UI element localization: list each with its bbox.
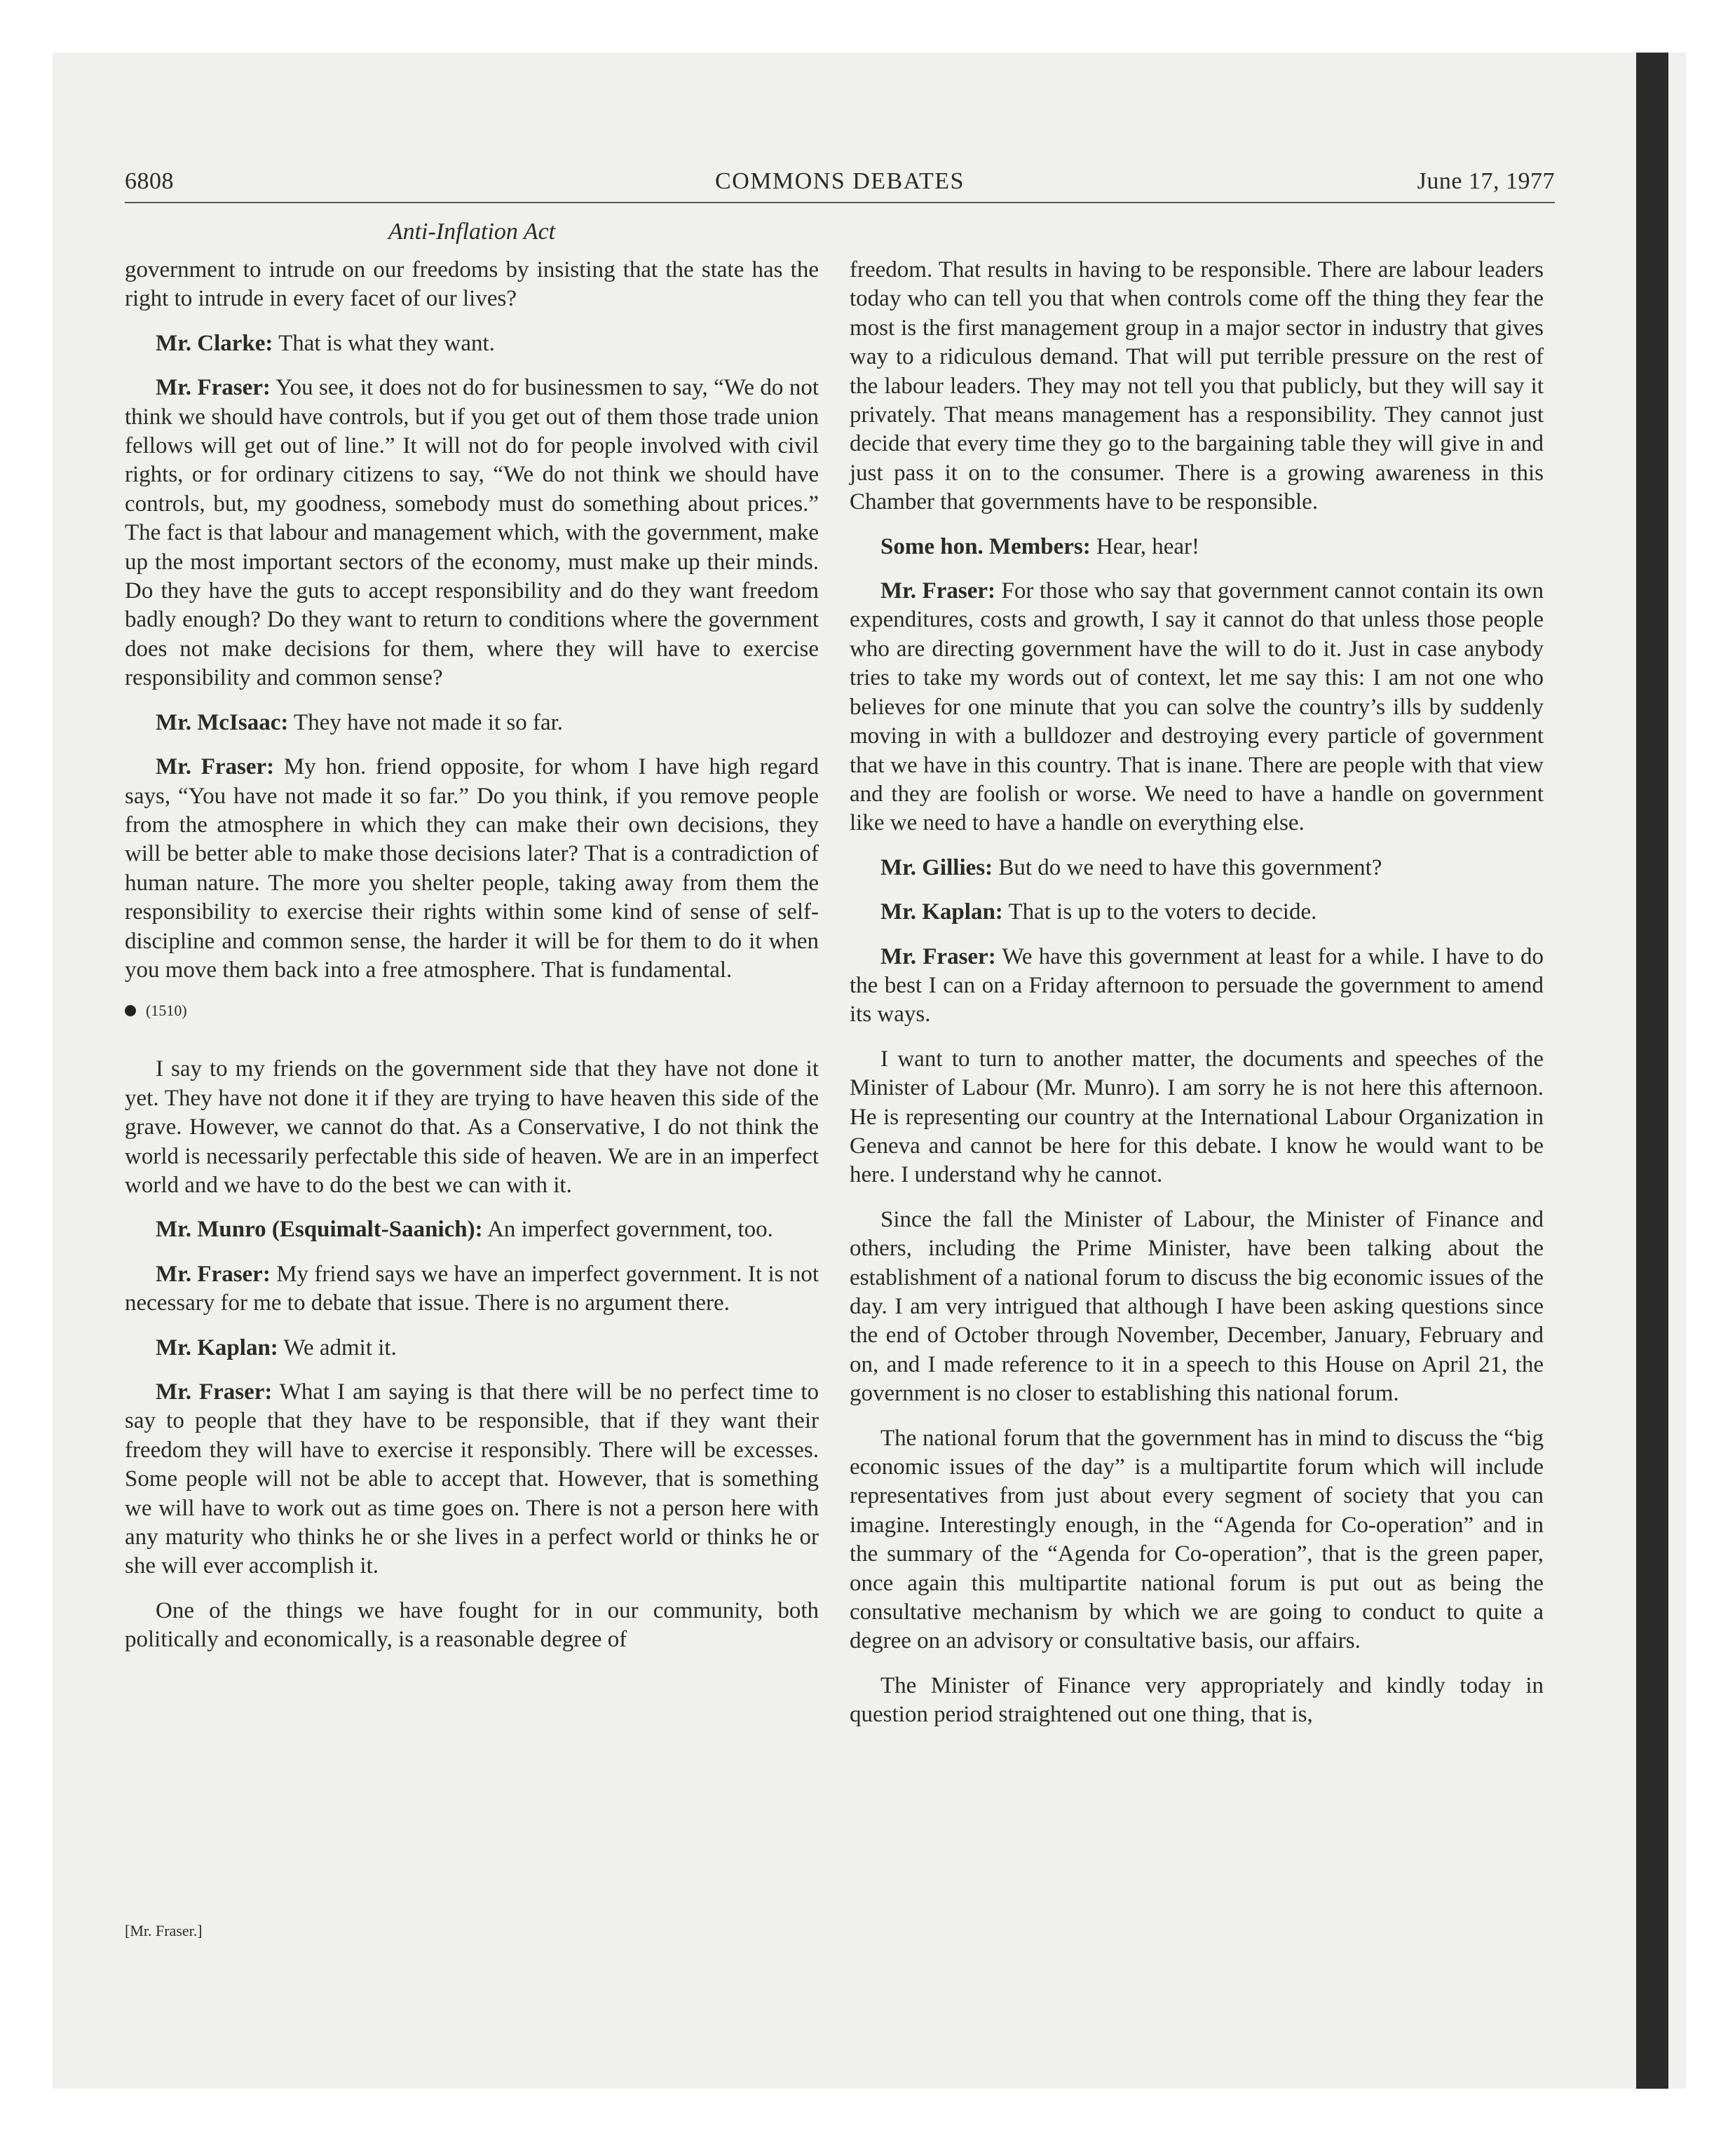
paragraph bbox=[125, 329, 819, 358]
speaker-name: Mr. Fraser: bbox=[156, 754, 275, 780]
time-marker-label: (1510) bbox=[146, 1002, 187, 1020]
speaker-name: Mr. Clarke: bbox=[156, 330, 273, 356]
paragraph bbox=[850, 577, 1544, 838]
paragraph-text: I want to turn to another matter, the documents and speeches of the Minister of Labour (Mr. Munro). I am sorry he is not here this afternoon. He is representing our country at the International Labour Organization in Geneva and cannot be here for this debate. I know he would want to be here. I understand why he cannot. bbox=[850, 1046, 1544, 1188]
left-column bbox=[125, 256, 819, 1670]
paragraph-text: We have this government at least for a while. I have to do the best I can on a Friday afternoon to persuade the government to amend its ways. bbox=[850, 943, 1544, 1028]
paragraph-text: I say to my friends on the government side that they have not done it yet. They have not done it if they are trying to have heaven this side of the grave. However, we cannot do that. As a Conservative, I do not think the world is necessarily perfectable this side of heaven. We are in an imperfect world and we have to do the best we can with it. bbox=[125, 1056, 819, 1198]
paragraph-text: They have not made it so far. bbox=[294, 709, 564, 735]
paragraph-text: freedom. That results in having to be responsible. There are labour leaders today who can tell you that when controls come off the thing they fear the most is the first management group in a major sector in industry that gives way to a ridiculous demand. That will put terrible pressure on the rest of the labour leaders. They may not tell you that publicly, but they will say it privately. That means management has a responsibility. They cannot just decide that every time they go to the bargaining table they will give in and just pass it on to the consumer. There is a growing awareness in this Chamber that governments have to be responsible. bbox=[850, 257, 1544, 515]
paragraph-text: government to intrude on our freedoms by insisting that the state has the right to intrude in every facet of our lives? bbox=[125, 257, 819, 312]
paragraph-text: My friend says we have an imperfect government. It is not necessary for me to debate that issue. There is no argument there. bbox=[125, 1261, 819, 1316]
speaker-name: Some hon. Members: bbox=[880, 533, 1091, 559]
paragraph bbox=[125, 1378, 819, 1581]
paragraph bbox=[125, 1597, 819, 1655]
publication-title: COMMONS DEBATES bbox=[715, 168, 965, 194]
speaker-name: Mr. Fraser: bbox=[156, 375, 271, 401]
speaker-name: Mr. McIsaac: bbox=[156, 709, 289, 735]
paragraph-text: We admit it. bbox=[283, 1335, 397, 1360]
paragraph bbox=[125, 374, 819, 692]
paragraph bbox=[125, 1260, 819, 1318]
paragraph bbox=[125, 709, 819, 737]
paragraph bbox=[850, 1672, 1544, 1730]
paragraph-text: The Minister of Finance very appropriately and kindly today in question period straightened out one thing, that is, bbox=[850, 1672, 1544, 1728]
paragraph-text: That is up to the voters to decide. bbox=[1008, 899, 1317, 925]
speaker-name: Mr. Gillies: bbox=[880, 854, 993, 880]
paragraph bbox=[125, 1055, 819, 1200]
paragraph-text: An imperfect government, too. bbox=[487, 1217, 773, 1243]
paragraph-text: My hon. friend opposite, for whom I have high regard says, “You have not made it so far.” Do you think, if you remove people from the atmosphere in which they can make their own decisions, they will be better able to make those decisions later? That is a contradiction of human nature. The more you shelter people, taking away from them the responsibility to exercise their rights within some kind of sense of self-discipline and common sense, the harder it will be for them to do it when you move them back into a free atmosphere. That is fundamental. bbox=[125, 754, 819, 983]
subject-heading: Anti-Inflation Act bbox=[388, 219, 556, 245]
paragraph bbox=[125, 1334, 819, 1363]
paragraph bbox=[125, 256, 819, 314]
paragraph bbox=[850, 1045, 1544, 1190]
paragraph bbox=[850, 256, 1544, 517]
speaker-name: Mr. Fraser: bbox=[156, 1261, 271, 1287]
paragraph-text: What I am saying is that there will be no perfect time to say to people that they have to be responsible, that if they want their freedom they will have to exercise it responsibly. There will be excesses. Some people will not be able to accept that. However, that is something we will have to work out as time goes on. There is not a person here with any maturity who thinks he or she lives in a perfect world or thinks he or she will ever accomplish it. bbox=[125, 1379, 819, 1579]
speaker-name: Mr. Fraser: bbox=[880, 578, 995, 604]
paragraph-text: The national forum that the government has in mind to discuss the “big economic issues of the day” is a multipartite forum which will include representatives from just about every segment of society that you can imagine. Interestingly enough, in the “Agenda for Co-operation” and in the summary of the “Agenda for Co-operation”, that is the green paper, once again this multipartite national forum is put out as being the consultative mechanism by which we are going to conduct to quite a degree on an advisory or consultative basis, our affairs. bbox=[850, 1425, 1544, 1654]
paragraph-text: Since the fall the Minister of Labour, the Minister of Finance and others, including the Prime Minister, have been talking about the establishment of a national forum to discuss the big economic issues of the day. I am very intrigued that although I have been asking questions since the end of October through November, December, January, February and on, and I made reference to it in a speech to this House on April 21, the government is no closer to establishing this national forum. bbox=[850, 1206, 1544, 1407]
paragraph-text: Hear, hear! bbox=[1096, 533, 1200, 559]
paragraph-text: You see, it does not do for businessmen to say, “We do not think we should have controls, but if you get out of them those trade union fellows will get out of line.” It will not do for people involved with civil rights, or for ordinary citizens to say, “We do not think we should have controls, but, my goodness, somebody must do something about prices.” The fact is that labour and management which, with the government, make up the most important sectors of the economy, must make up their minds. Do they have the guts to accept responsibility and do they want freedom badly enough? Do they want to return to conditions where the government does not make decisions for them, where they will have to exercise responsibility and common sense? bbox=[125, 375, 819, 691]
paragraph-text: One of the things we have fought for in our community, both politically and economically, is a reasonable degree of bbox=[125, 1597, 819, 1653]
speaker-name: Mr. Fraser: bbox=[156, 1379, 273, 1405]
paragraph bbox=[850, 1206, 1544, 1409]
paragraph-text: For those who say that government cannot contain its own expenditures, costs and growth, I say it cannot do that unless those people who are directing government have the will to do it. Just in case anybody tries to take my words out of context, let me say this: I am not one who believes for one minute that you can solve the country’s ills by suddenly moving in with a bulldozer and destroying every particle of government that we have in this country. That is inane. There are people with that view and they are foolish or worse. We need to have a handle on government like we need to have a handle on everything else. bbox=[850, 578, 1544, 836]
speaker-name: Mr. Fraser: bbox=[880, 943, 996, 969]
paragraph-text: That is what they want. bbox=[278, 330, 495, 356]
paragraph-text: But do we need to have this government? bbox=[998, 854, 1382, 880]
footer-note: [Mr. Fraser.] bbox=[125, 1922, 203, 1939]
paragraph bbox=[850, 943, 1544, 1030]
speaker-name: Mr. Kaplan: bbox=[156, 1335, 278, 1360]
paragraph bbox=[125, 1215, 819, 1244]
paragraph bbox=[850, 854, 1544, 882]
right-column bbox=[850, 256, 1544, 1745]
page-number: 6808 bbox=[125, 168, 174, 194]
paragraph bbox=[850, 898, 1544, 927]
time-marker bbox=[125, 1000, 819, 1021]
bullet-icon bbox=[125, 1005, 136, 1016]
scan-edge bbox=[1636, 53, 1668, 2089]
speaker-name: Mr. Kaplan: bbox=[880, 899, 1003, 925]
publication-date: June 17, 1977 bbox=[1417, 168, 1555, 194]
paragraph bbox=[125, 753, 819, 985]
page-header bbox=[125, 167, 1555, 203]
paragraph bbox=[850, 1424, 1544, 1656]
speaker-name: Mr. Munro (Esquimalt-Saanich): bbox=[156, 1217, 483, 1243]
paragraph bbox=[850, 533, 1544, 561]
